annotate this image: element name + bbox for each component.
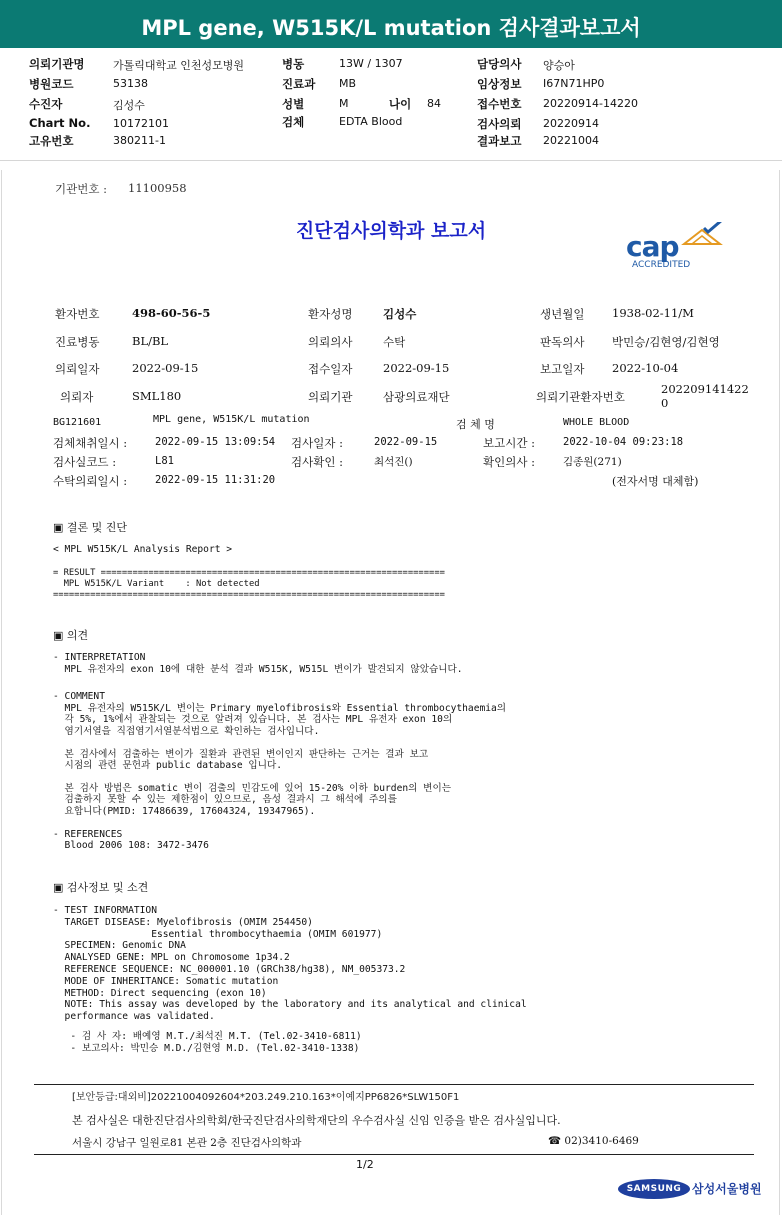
- grid-label: 접수일자: [308, 362, 353, 376]
- grid-value: 202209141422: [661, 382, 749, 396]
- grid-value: 498-60-56-5: [132, 306, 211, 320]
- testinfo-line: performance was validated.: [53, 1011, 215, 1023]
- report-name: < MPL W515K/L Analysis Report >: [53, 544, 233, 555]
- grid-value: 수탁: [383, 335, 406, 349]
- hdr-label: 병원코드: [29, 77, 74, 91]
- grid-label: 판독의사: [540, 335, 585, 349]
- opinion-line: 각 5%, 1%에서 관찰되는 것으로 알려져 있습니다. 본 검사는 MPL 유전자 exon 10의: [53, 714, 453, 726]
- opinion-line: MPL 유전자의 exon 10에 대한 분석 결과 W515K, W515L 변이가 발견되지 않았습니다.: [53, 663, 463, 675]
- grid-label: 보고일자: [540, 362, 585, 376]
- testinfo-line: NOTE: This assay was developed by the laboratory and its analytical and clinical: [53, 999, 527, 1011]
- confirm-label: 검사확인 :: [291, 455, 343, 469]
- report-banner: [0, 0, 782, 48]
- security-line: [보안등급:대외비]20221004092604*203.249.210.163*이예지PP6826*SLW150F1: [72, 1092, 460, 1103]
- report-title: 진단검사의학과 보고서: [295, 220, 487, 242]
- esign-note: (전자서명 대체함): [612, 475, 699, 488]
- testinfo-body: [53, 905, 527, 1055]
- grid-label: 의뢰의사: [308, 335, 353, 349]
- result-footer-line: ==========================================================================: [53, 590, 445, 600]
- testinfo-line: - 보고의사: 박민승 M.D./김현영 M.D. (Tel.02-3410-1338): [53, 1042, 360, 1054]
- doctor-label: 확인의사 :: [483, 455, 535, 469]
- opinion-line: 검출하지 못할 수 있는 제한점이 있으므로, 음성 결과시 그 해석에 주의를: [53, 794, 397, 806]
- test-code: BG121601: [53, 417, 102, 428]
- footer-divider-bottom: [34, 1154, 754, 1155]
- grid-value: BL/BL: [132, 334, 169, 348]
- page-edge-left: [1, 170, 2, 1215]
- grid-value: 박민승/김현영/김현영: [612, 335, 720, 349]
- result-header-line: = RESULT =================================================================: [53, 568, 445, 578]
- hdr-value: 20220914: [543, 117, 599, 130]
- hdr-label: 담당의사: [477, 57, 522, 71]
- hdr-label: 성별: [282, 97, 305, 111]
- lab-phone: ☎ 02)3410-6469: [548, 1135, 639, 1147]
- result-box: [53, 568, 445, 601]
- cap-accredited-logo: [622, 222, 732, 274]
- hdr-label: 나이: [389, 97, 412, 111]
- hospital-name-logo: 삼성서울병원: [692, 1182, 762, 1196]
- doctor-value: 김종원(271): [563, 456, 622, 468]
- footer-divider: [34, 1084, 754, 1085]
- specimen-label: 검 체 명: [456, 418, 495, 431]
- exam-date-label: 검사일자 :: [291, 436, 343, 450]
- testinfo-line: MODE OF INHERITANCE: Somatic mutation: [53, 975, 279, 987]
- hdr-label: 검체: [282, 115, 305, 129]
- hdr-label: 결과보고: [477, 134, 522, 148]
- cap-logo-text: cap: [626, 230, 679, 263]
- grid-value: 0: [661, 396, 669, 410]
- testinfo-line: TARGET DISEASE: Myelofibrosis (OMIM 254450): [53, 916, 313, 928]
- opinion-line: 염기서열을 직접염기서열분석법으로 확인하는 검사입니다.: [53, 725, 320, 737]
- hdr-label: 접수번호: [477, 97, 522, 111]
- opinion-line: 본 검사 방법은 somatic 변이 검출의 민감도에 있어 15-20% 이하 burden의 변이는: [53, 782, 451, 794]
- banner-title: MPL gene, W515K/L mutation 검사결과보고서: [141, 16, 641, 40]
- hdr-value: MB: [339, 77, 357, 90]
- opinion-body: [53, 652, 506, 852]
- hdr-value: 13W / 1307: [339, 57, 403, 70]
- opinion-line: MPL 유전자의 W515K/L 변이는 Primary myelofibrosis와 Essential thrombocythaemia의: [53, 702, 507, 714]
- hdr-label: Chart No.: [29, 116, 91, 130]
- collect-value: 2022-09-15 13:09:54: [155, 436, 276, 448]
- testinfo-line: - TEST INFORMATION: [53, 905, 157, 916]
- samsung-logo-text: SAMSUNG: [626, 1184, 682, 1194]
- testinfo-line: METHOD: Direct sequencing (exon 10): [53, 987, 267, 999]
- exam-date-value: 2022-09-15: [374, 436, 438, 448]
- testinfo-line: ANALYSED GENE: MPL on Chromosome 1p34.2: [53, 952, 290, 964]
- opinion-line: [53, 772, 506, 783]
- institution-label: 기관번호 :: [55, 182, 107, 196]
- grid-label: 의뢰기관환자번호: [536, 390, 625, 404]
- grid-value: 2022-10-04: [612, 361, 679, 375]
- testinfo-line: SPECIMEN: Genomic DNA: [53, 940, 186, 952]
- opinion-line: Blood 2006 108: 3472-3476: [53, 840, 209, 852]
- opinion-line: [53, 818, 506, 829]
- hdr-label: 의뢰기관명: [29, 57, 85, 71]
- grid-value: SML180: [132, 389, 182, 403]
- cap-accredited-text: ACCREDITED: [632, 260, 691, 270]
- grid-label: 생년월일: [540, 307, 585, 321]
- result-row: MPL W515K/L Variant : Not detected: [53, 579, 260, 589]
- collect-label: 검체채취일시 :: [53, 436, 128, 450]
- conclusion-title: ▣ 결론 및 진단: [53, 521, 128, 534]
- hdr-value: 20220914-14220: [543, 97, 638, 110]
- page-edge-right: [779, 170, 780, 1215]
- opinion-line: [53, 738, 506, 749]
- hdr-label: 병동: [282, 57, 305, 71]
- lab-address: 서울시 강남구 일원로81 본관 2층 진단검사의학과: [72, 1137, 302, 1149]
- specimen-value: WHOLE BLOOD: [563, 417, 630, 428]
- hdr-value: 10172101: [113, 117, 169, 130]
- testinfo-line: Essential thrombocythaemia (OMIM 601977): [53, 928, 383, 940]
- samsung-logo-badge: [618, 1179, 690, 1199]
- page-number: 1/2: [356, 1158, 374, 1171]
- grid-value: 1938-02-11/M: [612, 306, 694, 320]
- hdr-value: EDTA Blood: [339, 115, 403, 128]
- hdr-value: 김성수: [113, 99, 145, 112]
- hdr-value: 84: [427, 97, 441, 110]
- hdr-label: 진료과: [282, 77, 316, 91]
- grid-label: 진료병동: [55, 335, 100, 349]
- report-time-value: 2022-10-04 09:23:18: [563, 436, 684, 448]
- grid-value: 김성수: [383, 307, 417, 321]
- grid-label: 환자성명: [308, 307, 353, 321]
- opinion-line: 본 검사에서 검출하는 변이가 질환과 관련된 변이인지 판단하는 근거는 결과 보고: [53, 748, 429, 760]
- testinfo-line: REFERENCE SEQUENCE: NC_000001.10 (GRCh38/hg38), NM_005373.2: [53, 963, 406, 975]
- hdr-label: 검사의뢰: [477, 117, 522, 131]
- opinion-line: [53, 675, 506, 691]
- test-name: MPL gene, W515K/L mutation: [153, 414, 310, 425]
- opinion-line: - INTERPRETATION: [53, 652, 146, 663]
- hdr-value: 가톨릭대학교 인천성모병원: [113, 59, 245, 72]
- order-value: 2022-09-15 11:31:20: [155, 474, 276, 486]
- grid-value: 2022-09-15: [132, 361, 199, 375]
- room-label: 검사실코드 :: [53, 455, 117, 469]
- hdr-value: 380211-1: [113, 134, 166, 147]
- order-label: 수탁의뢰일시 :: [53, 474, 128, 488]
- hdr-label: 수진자: [29, 97, 63, 111]
- institution-number: 11100958: [128, 181, 187, 195]
- hdr-value: 20221004: [543, 134, 599, 147]
- hdr-label: 임상정보: [477, 77, 522, 91]
- grid-value: 2022-09-15: [383, 361, 450, 375]
- opinion-line: - COMMENT: [53, 691, 105, 703]
- hdr-value: I67N71HP0: [543, 77, 605, 90]
- grid-label: 의뢰일자: [55, 362, 100, 376]
- hdr-label: 고유번호: [29, 134, 74, 148]
- cert-statement: 본 검사실은 대한진단검사의학회/한국진단검사의학재단의 우수검사실 신임 인증을 받은 검사실입니다.: [72, 1114, 561, 1127]
- page-separator: [0, 160, 782, 161]
- opinion-title: ▣ 의견: [53, 629, 89, 642]
- opinion-line: 요합니다(PMID: 17486639, 17604324, 19347965).: [53, 805, 316, 817]
- opinion-line: - REFERENCES: [53, 828, 123, 840]
- testinfo-line: [53, 1023, 527, 1031]
- hdr-value: M: [339, 97, 349, 110]
- grid-label: 의뢰기관: [308, 390, 353, 404]
- grid-label: 의뢰자: [60, 390, 94, 404]
- hdr-value: 53138: [113, 77, 148, 90]
- testinfo-title: ▣ 검사정보 및 소견: [53, 881, 149, 894]
- testinfo-line: - 검 사 자: 배예영 M.T./최석진 M.T. (Tel.02-3410-6811): [53, 1030, 362, 1042]
- grid-label: 환자번호: [55, 307, 100, 321]
- room-value: L81: [155, 455, 174, 467]
- hdr-value: 양승아: [543, 59, 575, 72]
- opinion-line: 시점의 관련 문헌과 public database 입니다.: [53, 760, 283, 772]
- confirm-value: 최석진(): [374, 456, 413, 468]
- report-time-label: 보고시간 :: [483, 436, 535, 450]
- grid-value: 삼광의료재단: [383, 390, 450, 404]
